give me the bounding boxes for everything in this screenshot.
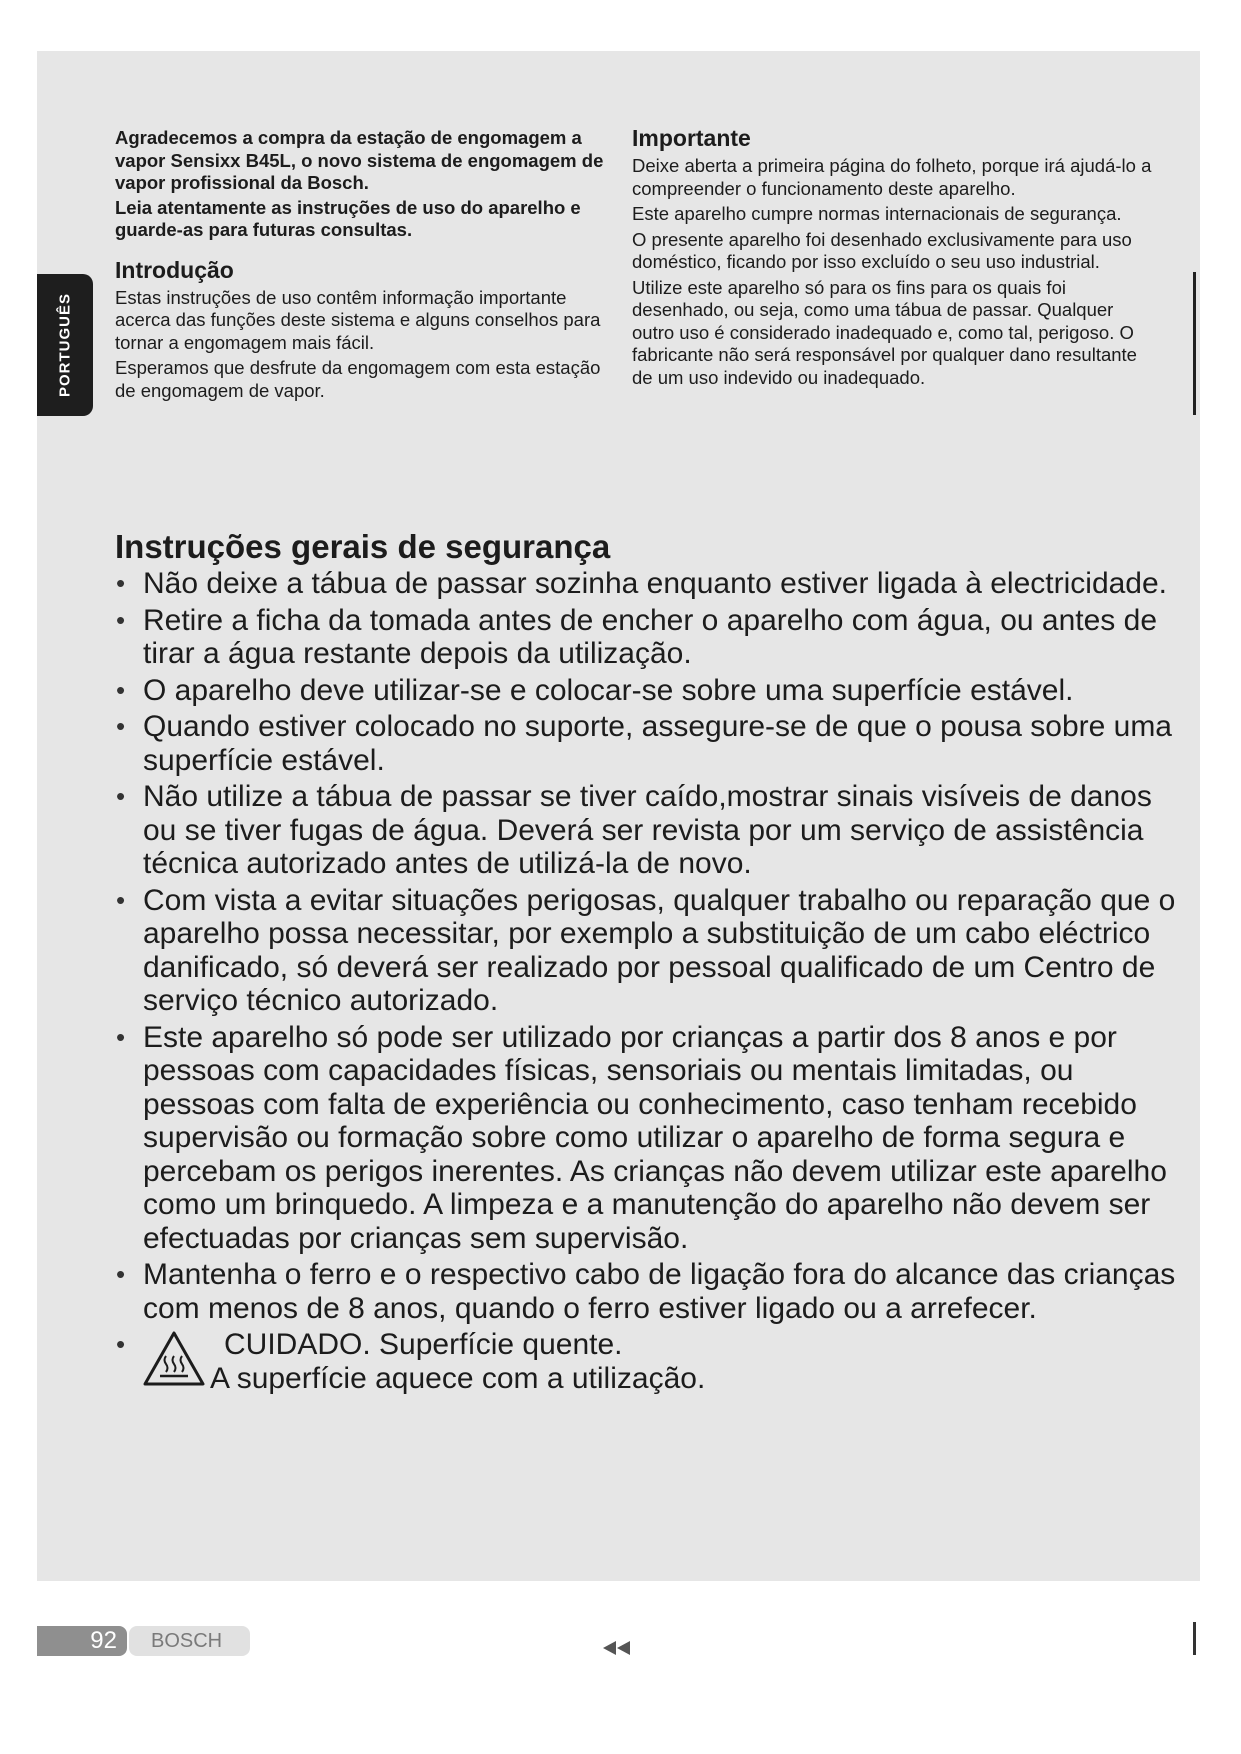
hot-surface-warning (115, 1328, 1185, 1395)
safety-list (115, 567, 1185, 1395)
warning-line-1: • CUIDADO. Superfície quente. (224, 1328, 623, 1361)
safety-heading: Instruções gerais de segurança (115, 528, 611, 565)
footer-bar (37, 1626, 250, 1656)
introducao-paragraph-1: Estas instruções de uso contêm informação importante acerca das funções deste sistema e alguns conselhos para tornar a engomagem mais fácil. (115, 286, 601, 353)
double-left-arrow-icon[interactable] (600, 1640, 634, 1656)
hot-surface-icon (142, 1330, 206, 1388)
importante-column (632, 124, 1152, 392)
footer-margin-rule (1193, 1622, 1196, 1655)
safety-section (115, 527, 1185, 1398)
brand-label: BOSCH (129, 1626, 250, 1656)
warning-line-2: A superfície aquece com a utilização. (210, 1361, 706, 1395)
safety-bullet: • O aparelho deve utilizar-se e colocar-se sobre uma superfície estável. (115, 674, 1185, 708)
introducao-paragraph-2: Esperamos que desfrute da engomagem com esta estação de engomagem de vapor. (115, 357, 601, 401)
importante-paragraph-2: Este aparelho cumpre normas internacionais de segurança. (632, 203, 1122, 224)
safety-bullet: • Com vista a evitar situações perigosas, qualquer trabalho ou reparação que o aparelho possa necessitar, por exemplo a substituição de um cabo eléctrico danificado, só deverá ser realizado por pessoal qualificado de um Centro de serviço técnico autorizado. (115, 884, 1185, 1018)
safety-bullet: • Mantenha o ferro e o respectivo cabo de ligação fora do alcance das crianças com menos de 8 anos, quando o ferro estiver ligado ou a arrefecer. (115, 1258, 1185, 1325)
intro-column (115, 127, 610, 405)
importante-heading: Importante (632, 125, 751, 151)
safety-bullet: • Não utilize a tábua de passar se tiver caído,mostrar sinais visíveis de danos ou se tiver fugas de água. Deverá ser revista por um serviço de assistência técnica autorizado antes de utilizá-la de novo. (115, 780, 1185, 881)
safety-bullet: • Não deixe a tábua de passar sozinha enquanto estiver ligada à electricidade. (115, 567, 1185, 601)
importante-paragraph-3: O presente aparelho foi desenhado exclusivamente para uso doméstico, ficando por isso excluído o seu uso industrial. (632, 228, 1132, 272)
language-tab-label: PORTUGUÊS (56, 292, 74, 398)
safety-bullet: • Quando estiver colocado no suporte, assegure-se de que o pousa sobre uma superfície estável. (115, 710, 1185, 777)
right-margin-rule (1193, 272, 1196, 415)
safety-bullet: • Retire a ficha da tomada antes de encher o aparelho com água, ou antes de tirar a água restante depois da utilização. (115, 604, 1185, 671)
intro-read-instructions: Leia atentamente as instruções de uso do aparelho e guarde-as para futuras consultas. (115, 196, 581, 240)
language-tab (37, 274, 93, 416)
importante-paragraph-1: Deixe aberta a primeira página do folheto, porque irá ajudá-lo a compreender o funcionamento deste aparelho. (632, 155, 1152, 199)
intro-thanks: Agradecemos a compra da estação de engomagem a vapor Sensixx B45L, o novo sistema de engomagem de vapor profissional da Bosch. (115, 127, 604, 193)
page-number: 92 (37, 1626, 127, 1656)
introducao-heading: Introdução (115, 256, 234, 283)
importante-paragraph-4: Utilize este aparelho só para os fins para os quais foi desenhado, ou seja, como uma tábua de passar. Qualquer outro uso é considerado inadequado e, como tal, perigoso. O fabricante não será responsável por qualquer dano resultante de um uso indevido ou inadequado. (632, 276, 1137, 388)
safety-bullet: • Este aparelho só pode ser utilizado por crianças a partir dos 8 anos e por pessoas com capacidades físicas, sensoriais ou mentais limitadas, ou pessoas com falta de experiência ou conhecimento, caso tenham recebido supervisão ou formação sobre como utilizar o aparelho de forma segura e percebam os perigos inerentes. As crianças não devem utilizar este aparelho como um brinquedo. A limpeza e a manutenção do aparelho não devem ser efectuadas por crianças sem supervisão. (115, 1021, 1185, 1256)
